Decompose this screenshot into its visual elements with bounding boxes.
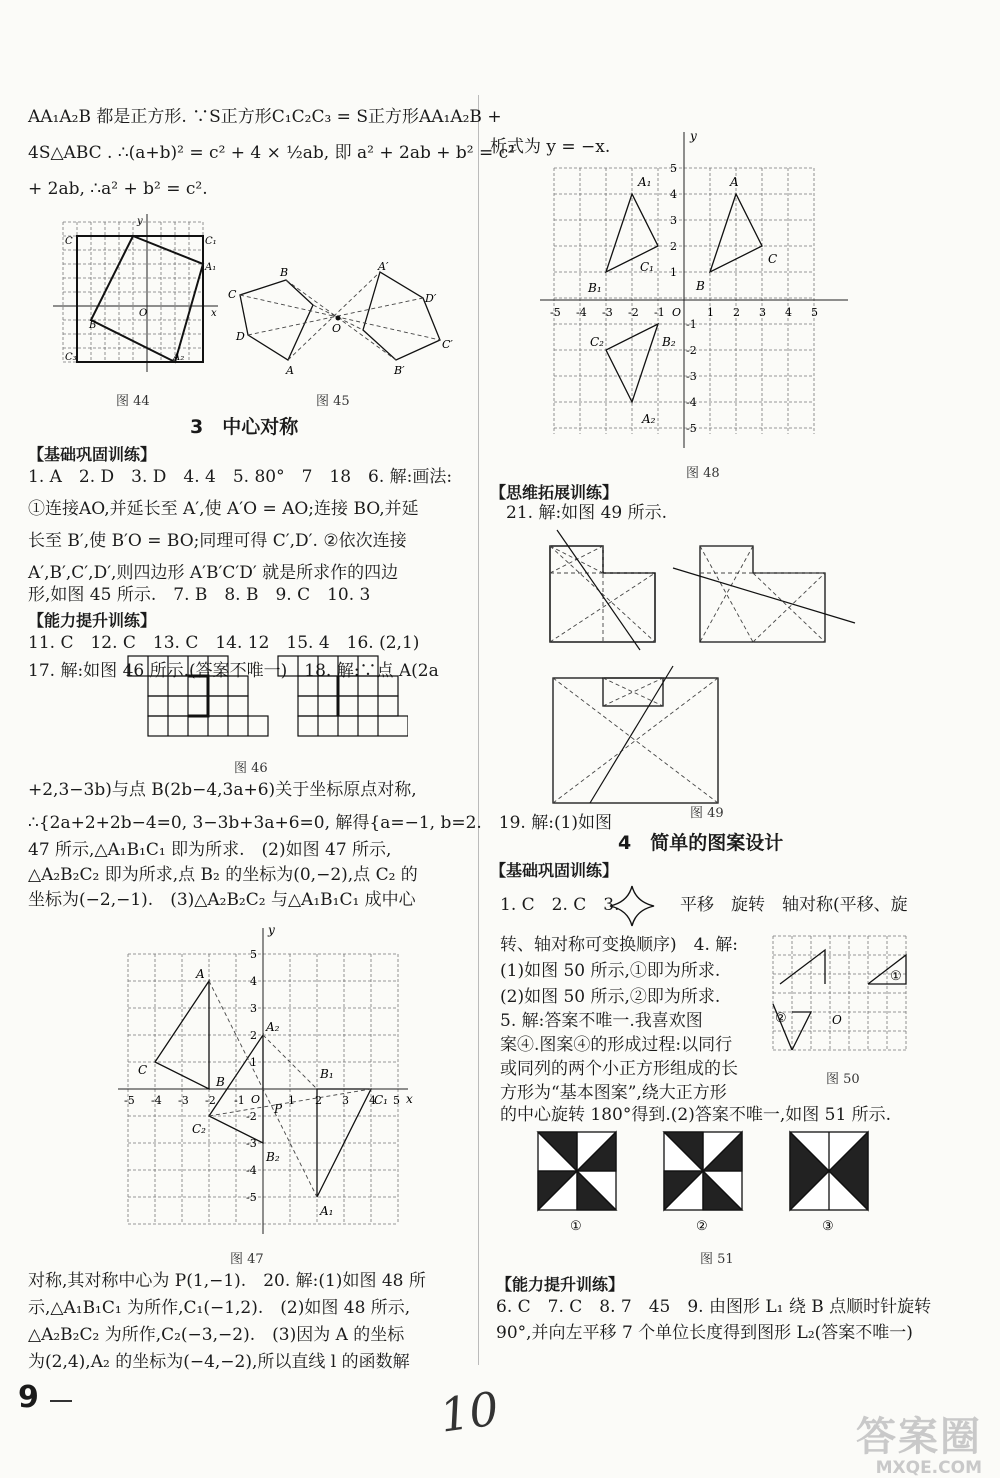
svg-text:A₁: A₁ <box>320 1204 334 1218</box>
svg-text:C₁: C₁ <box>205 236 217 247</box>
ability4-line-2: 90°,并向左平移 7 个单位长度得到图形 L₂(答案不唯一) <box>496 1323 913 1343</box>
watermark-sub: MXQE.COM <box>875 1458 982 1478</box>
svg-text:B: B <box>89 320 97 331</box>
svg-text:C: C <box>228 288 237 301</box>
proof-line-2: 4S△ABC . ∴(a+b)² = c² + 4 × ½ab, 即 a² + 2ab + b² = c² <box>28 143 515 163</box>
svg-text:-5: -5 <box>686 422 697 435</box>
answer-line-3: 47 所示,△A₁B₁C₁ 即为所求. (2)如图 47 所示, <box>28 840 392 860</box>
svg-text:O: O <box>672 306 682 319</box>
svg-text:-3: -3 <box>246 1137 257 1150</box>
svg-text:1: 1 <box>288 1094 295 1107</box>
svg-text:O: O <box>139 308 148 319</box>
line-function: 析式为 y = −x. <box>490 137 611 157</box>
page-number: 9 <box>18 1380 39 1415</box>
answer-line-2: ∴{2a+2+2b−4=0, 3−3b+3a+6=0, 解得{a=−1, b=2. 19. 解:(1)如图 <box>28 813 613 833</box>
basic4-line-4: (2)如图 50 所示,②即为所求. <box>500 987 721 1007</box>
svg-text:1: 1 <box>670 266 677 279</box>
svg-text:D′: D′ <box>425 292 437 305</box>
figure-51 <box>534 1130 924 1240</box>
proof-line-3: + 2ab, ∴a² + b² = c². <box>28 179 208 199</box>
basic4-line-6: 案④.图案④的形成过程:以同行 <box>500 1035 733 1055</box>
svg-text:-5: -5 <box>550 306 561 319</box>
svg-text:-3: -3 <box>602 306 613 319</box>
svg-text:-2: -2 <box>686 344 697 357</box>
svg-text:3: 3 <box>759 306 766 319</box>
svg-text:O: O <box>332 322 342 335</box>
svg-text:1: 1 <box>707 306 714 319</box>
svg-text:2: 2 <box>670 240 677 253</box>
basic-line-1: 1. A 2. D 3. D 4. 4 5. 80° 7 18 6. 解:画法: <box>28 467 453 487</box>
basic4-line-5: 5. 解:答案不唯一.我喜欢图 <box>500 1011 703 1031</box>
svg-text:-1: -1 <box>234 1094 245 1107</box>
basic4-line-3: (1)如图 50 所示,①即为所求. <box>500 961 721 981</box>
svg-text:-1: -1 <box>654 306 665 319</box>
svg-text:C₁: C₁ <box>374 1093 388 1107</box>
section-3-title: 3 中心对称 <box>190 416 299 438</box>
svg-text:B₁: B₁ <box>320 1067 334 1081</box>
svg-text:P: P <box>274 1102 283 1116</box>
end-line-1: 对称,其对称中心为 P(1,−1). 20. 解:(1)如图 48 所 <box>28 1271 426 1291</box>
svg-text:4: 4 <box>670 188 677 201</box>
svg-text:-2: -2 <box>628 306 639 319</box>
svg-text:A₁: A₁ <box>205 262 217 273</box>
figure-46 <box>108 652 408 748</box>
figure-48 <box>530 128 860 458</box>
svg-text:5: 5 <box>393 1094 400 1107</box>
svg-text:B: B <box>696 279 705 293</box>
svg-text:B₁: B₁ <box>588 281 602 295</box>
basic-line-3: 长至 B′,使 B′O = BO;同理可得 C′,D′. ②依次连接 <box>28 531 407 551</box>
tag-thinking-training: 【思维拓展训练】 <box>490 483 619 502</box>
answer-line-5: 坐标为(−2,−1). (3)△A₂B₂C₂ 与△A₁B₁C₁ 成中心 <box>28 890 416 910</box>
svg-text:3: 3 <box>342 1094 349 1107</box>
svg-text:1: 1 <box>250 1056 257 1069</box>
tag-basic-training-4: 【基础巩固训练】 <box>490 861 619 880</box>
svg-text:-2: -2 <box>205 1094 216 1107</box>
answer-21: 21. 解:如图 49 所示. <box>506 503 668 523</box>
watermark <box>856 1405 982 1478</box>
svg-text:5: 5 <box>250 948 257 961</box>
answer-line-1: +2,3−3b)与点 B(2b−4,3a+6)关于坐标原点对称, <box>28 780 417 800</box>
svg-text:C₃: C₃ <box>65 352 77 363</box>
svg-text:-2: -2 <box>246 1110 257 1123</box>
figure-48-caption: 图 48 <box>686 466 720 481</box>
svg-text:y: y <box>268 923 275 937</box>
svg-text:B: B <box>216 1075 225 1089</box>
svg-text:②: ② <box>775 1011 787 1026</box>
basic-line-4: A′,B′,C′,D′,则四边形 A′B′C′D′ 就是所求作的四边 <box>28 563 399 583</box>
svg-text:C₁: C₁ <box>640 260 654 274</box>
svg-text:C₂: C₂ <box>192 1122 206 1136</box>
svg-text:y: y <box>690 129 697 143</box>
ability4-line-1: 6. C 7. C 8. 7 45 9. 由图形 L₁ 绕 B 点顺时针旋转 <box>496 1297 932 1317</box>
svg-text:A₂: A₂ <box>266 1020 280 1034</box>
proof-line-1: AA₁A₂B 都是正方形. ∵S正方形C₁C₂C₃ = S正方形AA₁A₂B + <box>28 107 502 127</box>
four-point-star-icon <box>608 884 656 928</box>
section-4-title: 4 简单的图案设计 <box>618 832 784 854</box>
svg-text:2: 2 <box>315 1094 322 1107</box>
figure-46-caption: 图 46 <box>234 761 268 776</box>
basic4-line-2: 转、轴对称可变换顺序) 4. 解: <box>500 935 738 955</box>
svg-text:-5: -5 <box>124 1094 135 1107</box>
figure-44 <box>53 212 223 377</box>
svg-text:A₁: A₁ <box>638 175 652 189</box>
figure-50 <box>770 932 920 1057</box>
svg-text:-3: -3 <box>686 370 697 383</box>
svg-text:-4: -4 <box>151 1094 162 1107</box>
figure-47-caption: 图 47 <box>230 1252 264 1267</box>
svg-text:D: D <box>236 330 245 343</box>
tag-ability-training: 【能力提升训练】 <box>28 611 157 630</box>
svg-text:y: y <box>137 216 143 227</box>
basic4-line-7: 或同列的两个小正方形组成的长 <box>500 1059 738 1079</box>
svg-text:B: B <box>280 266 289 279</box>
figure-45-caption: 图 45 <box>316 394 350 409</box>
svg-text:C′: C′ <box>442 338 453 351</box>
svg-text:-4: -4 <box>686 396 697 409</box>
svg-text:A: A <box>196 967 205 981</box>
svg-text:4: 4 <box>369 1094 376 1107</box>
handwritten-number: 10 <box>436 1381 503 1443</box>
figure-50-caption: 图 50 <box>826 1072 860 1087</box>
figure-44-caption: 图 44 <box>116 394 150 409</box>
svg-text:A: A <box>286 364 294 377</box>
basic4-line-1a: 1. C 2. C 3. <box>500 895 620 915</box>
svg-text:5: 5 <box>670 162 677 175</box>
svg-text:-1: -1 <box>686 318 697 331</box>
figure-51-caption: 图 51 <box>700 1252 734 1267</box>
pattern-label-2: ② <box>696 1219 708 1234</box>
svg-text:-4: -4 <box>576 306 587 319</box>
svg-text:C: C <box>138 1063 148 1077</box>
basic-line-2: ①连接AO,并延长至 A′,使 A′O = AO;连接 BO,并延 <box>28 499 419 519</box>
svg-text:4: 4 <box>250 975 257 988</box>
answer-line-4: △A₂B₂C₂ 即为所求,点 B₂ 的坐标为(0,−2),点 C₂ 的 <box>28 865 418 885</box>
svg-text:4: 4 <box>785 306 792 319</box>
svg-text:-3: -3 <box>178 1094 189 1107</box>
svg-text:O: O <box>251 1093 261 1106</box>
end-line-3: △A₂B₂C₂ 为所作,C₂(−3,−2). (3)因为 A 的坐标 <box>28 1325 405 1345</box>
svg-text:3: 3 <box>250 1002 257 1015</box>
svg-text:C: C <box>65 236 73 247</box>
svg-text:C: C <box>768 252 778 266</box>
svg-text:3: 3 <box>670 214 677 227</box>
ability-line-1: 11. C 12. C 13. C 14. 12 15. 4 16. (2,1) <box>28 633 420 653</box>
page-number-dash <box>50 1400 72 1402</box>
pattern-label-1: ① <box>570 1219 582 1234</box>
svg-text:A′: A′ <box>378 260 389 273</box>
svg-text:2: 2 <box>733 306 740 319</box>
watermark-main: 答案圈 <box>856 1414 982 1460</box>
tag-basic-training: 【基础巩固训练】 <box>28 445 157 464</box>
svg-text:x: x <box>211 308 217 319</box>
pattern-label-3: ③ <box>822 1219 834 1234</box>
svg-text:A₂: A₂ <box>642 412 656 426</box>
basic-line-5: 形,如图 45 所示. 7. B 8. B 9. C 10. 3 <box>28 585 371 605</box>
svg-text:-4: -4 <box>246 1164 257 1177</box>
svg-text:A: A <box>730 175 739 189</box>
svg-text:x: x <box>406 1092 413 1106</box>
basic4-line-9: 的中心旋转 180°得到.(2)答案不唯一,如图 51 所示. <box>500 1105 892 1125</box>
figure-49 <box>545 528 865 813</box>
svg-text:C₂: C₂ <box>590 335 604 349</box>
svg-text:5: 5 <box>811 306 818 319</box>
basic4-line-8: 方形为“基本图案”,绕大正方形 <box>500 1083 727 1103</box>
figure-49-caption: 图 49 <box>690 806 724 821</box>
ability-line-2: 17. 解:如图 46 所示.(答案不唯一) 18. 解:∵点 A(2a <box>28 661 439 681</box>
svg-text:B₂: B₂ <box>662 335 676 349</box>
tag-ability-training-4: 【能力提升训练】 <box>496 1275 625 1294</box>
column-divider <box>478 95 479 1365</box>
svg-text:2: 2 <box>250 1029 257 1042</box>
figure-47 <box>96 918 416 1238</box>
figure-45 <box>228 260 468 380</box>
end-line-4: 为(2,4),A₂ 的坐标为(−4,−2),所以直线 l 的函数解 <box>28 1352 410 1372</box>
svg-text:①: ① <box>890 969 902 984</box>
end-line-2: 示,△A₁B₁C₁ 为所作,C₁(−1,2). (2)如图 48 所示, <box>28 1298 411 1318</box>
svg-text:A₂: A₂ <box>173 352 185 363</box>
svg-text:B₂: B₂ <box>266 1150 280 1164</box>
basic4-line-1b: 平移 旋转 轴对称(平移、旋 <box>680 895 908 915</box>
svg-text:O: O <box>832 1013 842 1027</box>
svg-text:-5: -5 <box>246 1191 257 1204</box>
svg-text:B′: B′ <box>394 364 405 377</box>
